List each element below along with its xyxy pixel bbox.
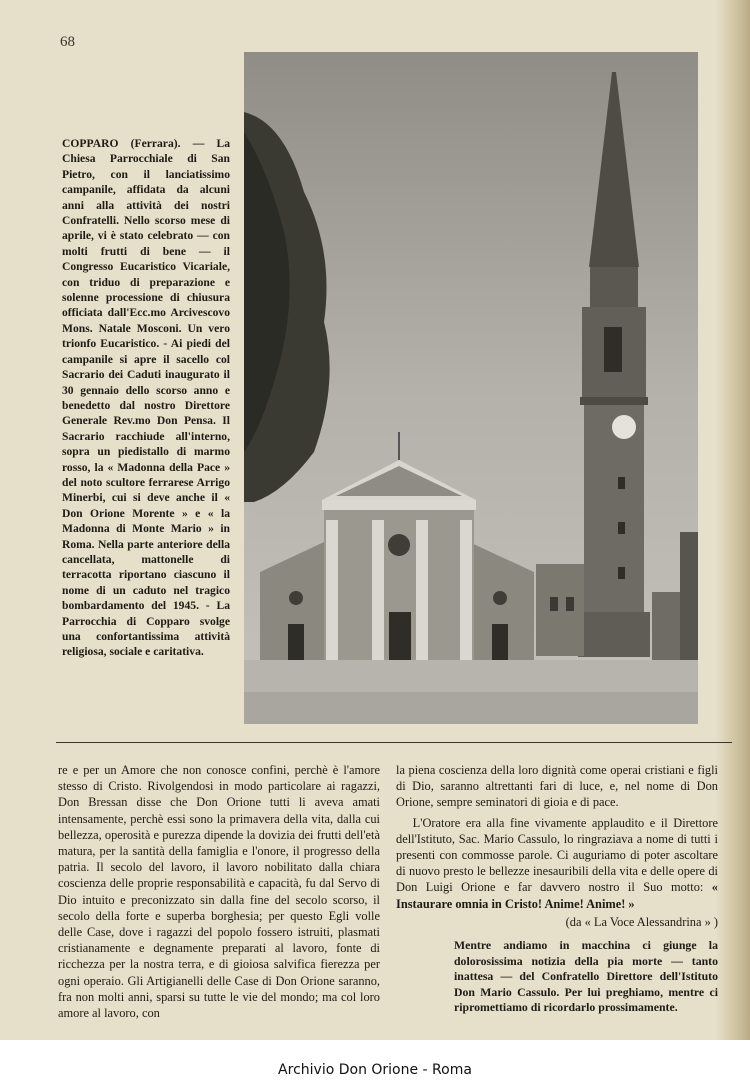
don-orione-motto: « Instaurare omnia in Cristo! Anime! Anime! » (396, 880, 718, 911)
article-left-column (58, 762, 380, 1021)
right-column-paragraph-1: la piena coscienza della loro dignità come operai cristiani e figli di Dio, saranno altrettanti fari di luce, e, nel nome di Don Orione, sempre seminatori di gioia e di pace. (396, 763, 718, 810)
church-photo (244, 52, 698, 724)
article-right-column (396, 762, 718, 1016)
page-edge-shadow (716, 0, 750, 1088)
closing-note: Mentre andiamo in macchina ci giunge la dolorosissima notizia della pia morte — tanto inattesa — del Confratello Direttore dell'Istituto Don Mario Cassulo. Per lui preghiamo, mentre ci ripromettiamo di ricordarlo prossimamente. (454, 938, 718, 1015)
caption-text: — La Chiesa Parrocchiale di San Pietro, con il lanciatissimo campanile, affidata da alcuni anni alla attività dei nostri Confratelli. Nello scorso mese di aprile, vi è stato celebrato — con molti frutti di bene — il Congresso Eucaristico Vicariale, con triduo di preparazione e solenne processione di chiusura officiata dall'Ecc.mo Arcivescovo Mons. Natale Mosconi. Un vero trionfo Eucaristico. - Ai piedi del campanile si apre il sacello col Sacrario dei Caduti inaugurato il 30 gennaio dello scorso anno e benedetto dal nostro Direttore Generale Rev.mo Don Pensa. Il Sacrario racchiude all'interno, sopra un piedistallo di marmo rosso, la « Madonna della Pace » del noto scultore ferrarese Arrigo Minerbi, cui si deve anche il « Don Orione Morente » e « la Madonna di Monte Mario » in Roma. Nella parte anteriore della cancellata, mattonelle di terracotta riportano ciascuno il nome di un caduto nel tragico bombardamento del 1945. - La Parrocchia di Copparo svolge una confortantissima attività religiosa, sociale e caritativa. (62, 137, 230, 659)
right-column-paragraph-2-text: L'Oratore era alla fine vivamente applaudito e il Direttore dell'Istituto, Sac. Mario Cassulo, lo ringraziava a nome di tutti i presenti con commosse parole. Ci auguriamo di poter ascoltare di nuovo presto le bellezze inesauribili della vita e delle opere di Don Luigi Orione e far davvero nostro il Suo motto: (396, 815, 718, 895)
page-number: 68 (60, 34, 75, 50)
archive-footer: Archivio Don Orione - Roma (278, 1062, 472, 1078)
left-column-paragraph: re e per un Amore che non conosce confini, perchè è l'amore stesso di Cristo. Rivolgendosi in modo particolare ai ragazzi, Don Bressan disse che Don Orione tutti li aveva amati intensamente, perchè essi sono la primavera della vita, dalla cui bellezza, operosità e purezza dipende la dovizia dei frutti dell'età matura, per la santità della famiglia e l'onore, il progresso della patria. Il secolo del lavoro, il lavoro nobilitato dalla chiara coscienza delle proprie responsabilità e capacità, fu dal Servo di Dio intuito e preconizzato sin dalla fine del secolo scorso, il secolo della forte e superba borghesia; per questo Egli volle delle Case, dove i ragazzi del popolo fossero istruiti, plasmati cristianamente e degnamente preparati al lavoro, fonte di ricchezza per la nostra terra, e di gioiosa salvifica fierezza per ogni operaio. Gli Artigianelli delle Case di Don Orione saranno, fra non molti anni, sparsi su tutte le vie del mondo; ma col loro amore al lavoro, con (58, 763, 380, 1021)
caption-lead: COPPARO (Ferrara). (62, 137, 181, 150)
article-source: (da « La Voce Alessandrina » ) (565, 914, 718, 929)
right-column-paragraph-2 (396, 815, 718, 912)
photo-caption (62, 136, 230, 660)
church-with-bell-tower-photo-icon (244, 52, 698, 724)
section-divider (56, 742, 732, 743)
